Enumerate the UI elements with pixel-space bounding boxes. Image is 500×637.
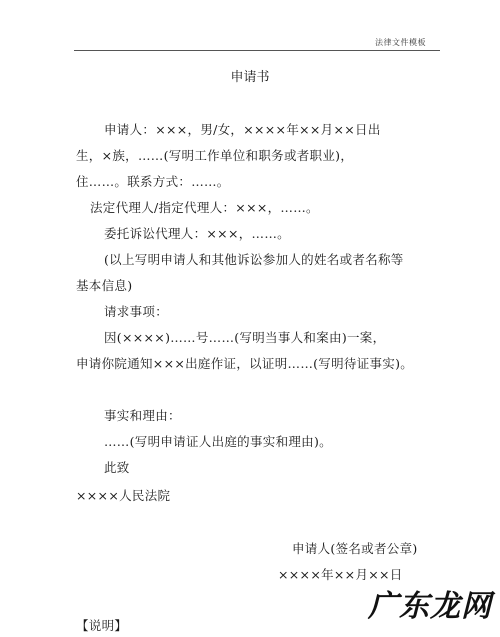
note-line-1: (以上写明申请人和其他诉讼参加人的姓名或者名称等 bbox=[104, 252, 404, 267]
document-title: 申请书 bbox=[230, 70, 270, 85]
entrusted-agent-line: 委托诉讼代理人：×××，……。 bbox=[104, 226, 290, 241]
explain-label: 【说明】 bbox=[76, 618, 128, 633]
applicant-line-3: 住……。联系方式：……。 bbox=[76, 174, 230, 189]
applicant-line-1: 申请人：×××，男/女，××××年××月××日出 bbox=[104, 122, 381, 137]
header-tag: 法律文件模板 bbox=[375, 38, 426, 47]
watermark bbox=[368, 581, 492, 625]
request-line-2: 申请你院通知×××出庭作证，以证明……(写明待证事实)。 bbox=[76, 356, 414, 371]
watermark-text: 广东龙网 bbox=[368, 589, 492, 624]
closing-line: 此致 bbox=[104, 460, 130, 475]
request-heading: 请求事项： bbox=[104, 304, 169, 319]
request-line-1: 因(××××)……号……(写明当事人和案由)一案， bbox=[104, 330, 386, 345]
header-rule bbox=[74, 50, 440, 51]
facts-line-1: ……(写明申请证人出庭的事实和理由)。 bbox=[104, 434, 332, 449]
applicant-line-2: 生，×族，……(写明工作单位和职务或者职业)， bbox=[76, 148, 354, 163]
date-line: ××××年××月××日 bbox=[278, 567, 403, 582]
note-line-2: 基本信息) bbox=[76, 278, 133, 293]
facts-heading: 事实和理由： bbox=[104, 408, 181, 423]
court-line: ××××人民法院 bbox=[76, 488, 171, 503]
signature-line: 申请人(签名或者公章) bbox=[292, 541, 418, 556]
legal-agent-line: 法定代理人/指定代理人：×××，……。 bbox=[90, 200, 319, 215]
